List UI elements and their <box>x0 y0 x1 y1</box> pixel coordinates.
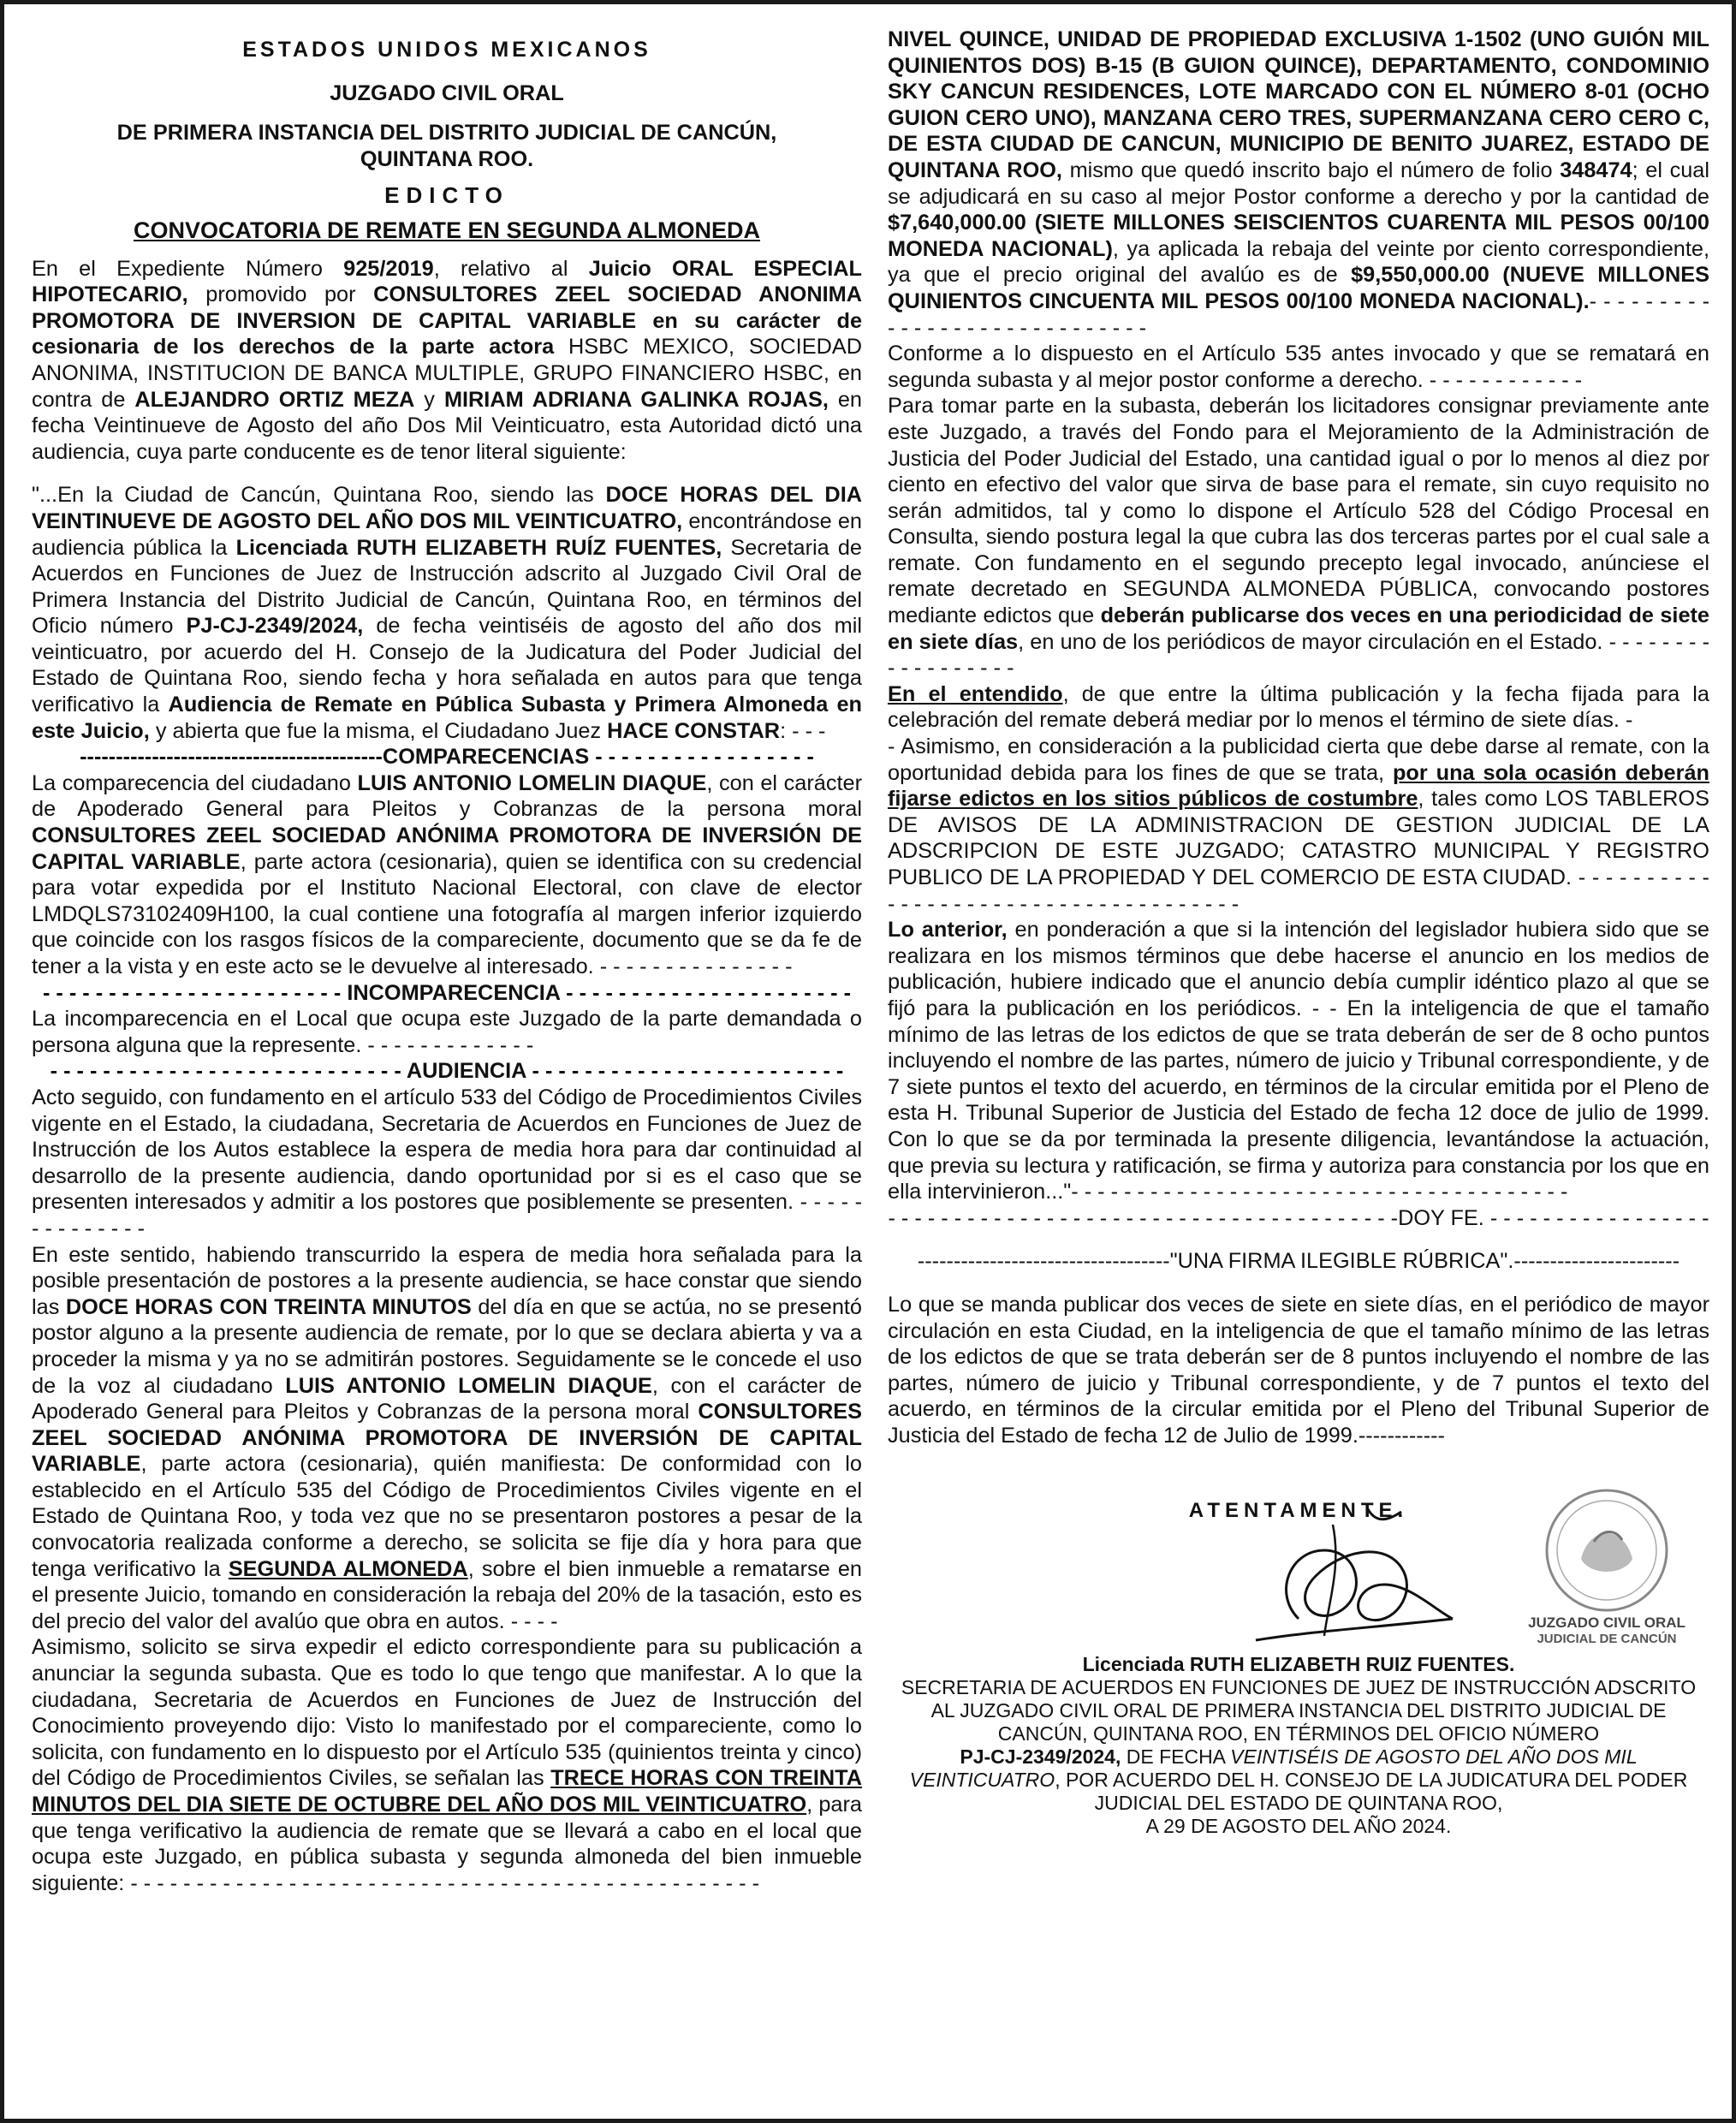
doy-fe-line: - - - - - - - - - - - - - - - - - - - - - - - - - - - - - - - - - - - - - - -DOY FE. - - - - - - - - - - - - - - - - - <box>888 1205 1709 1230</box>
comparecencia-paragraph: La comparecencia del ciudadano LUIS ANTONIO LOMELIN DIAQUE, con el carácter de Apoderado General para Pleitos y Cobranzas de la persona moral CONSULTORES ZEEL SOCIEDAD ANÓNIMA PROMOTORA DE INVERSIÓN DE CAPITAL VARIABLE, parte actora (cesionaria), quien se identifica con su credencial para votar expedida por el Instituto Nacional Electoral, con clave de elector LMDQLS73102409H100, la cual contiene una fotografía al margen inferior izquierdo que coincide con los rasgos físicos de la compareciente, documento que se da fe de tener a la vista y en este acto se le devuelve al interesado. - - - - - - - - - - - - - - - <box>32 770 862 978</box>
seal-text-1: JUZGADO CIVIL ORAL <box>1528 1615 1685 1632</box>
intro-paragraph: En el Expediente Número 925/2019, relativo al Juicio ORAL ESPECIAL HIPOTECARIO, promovido por CONSULTORES ZEEL SOCIEDAD ANONIMA PROMOTORA DE INVERSION DE CAPITAL VARIABLE en su carácter de cesionaria de los derechos de la parte actora HSBC MEXICO, SOCIEDAD ANONIMA, INSTITUCION DE BANCA MULTIPLE, GRUPO FINANCIERO HSBC, en contra de ALEJANDRO ORTIZ MEZA y MIRIAM ADRIANA GALINKA ROJAS, en fecha Veintinueve de Agosto del año Dos Mil Veinticuatro, esta Autoridad dictó una audiencia, cuya parte conducente es de tenor literal siguiente: <box>32 256 863 464</box>
section-audiencia: - - - - - - - - - - - - - - - - - - - - - - - - - - - AUDIENCIA - - - - - - - - - - - - - - - - - - - - - - - - <box>50 1059 844 1084</box>
quote-paragraph: "...En la Ciudad de Cancún, Quintana Roo, siendo las DOCE HORAS DEL DIA VEINTINUEVE DE AGOSTO DEL AÑO DOS MIL VEINTICUATRO, encontrándose en audiencia pública la Licenciada RUTH ELIZABETH RUÍZ FUENTES, Secretaria de Acuerdos en Funciones de Juez de Instrucción adscrito al Juzgado Civil Oral de Primera Instancia del Distrito Judicial de Cancún, Quintana Roo, en términos del Oficio número PJ-CJ-2349/2024, de fecha veintiséis de agosto del año dos mil veinticuatro, por acuerdo del H. Consejo de la Judicatura del Poder Judicial del Estado de Quintana Roo, siendo fecha y hora señalada en autos para que tenga verificativo la Audiencia de Remate en Pública Subasta y Primera Almoneda en este Juicio, y abierta que fue la misma, el Ciudadano Juez HACE CONSTAR: - - - <box>32 483 862 743</box>
signature-area <box>888 1525 1709 1653</box>
signer-name: Licenciada RUTH ELIZABETH RUIZ FUENTES. <box>1082 1653 1515 1676</box>
signer-office: PJ-CJ-2349/2024, DE FECHA VEINTISÉIS DE AGOSTO DEL AÑO DOS MIL VEINTICUATRO, POR ACUERDO DEL H. CONSEJO DE LA JUDICATURA DEL PODER JUDICIAL DEL ESTADO DE QUINTANA ROO, <box>909 1745 1688 1815</box>
court-heading: JUZGADO CIVIL ORAL <box>330 80 564 105</box>
audiencia-paragraph-2: En este sentido, habiendo transcurrido la espera de media hora señalada para la posible presentación de postores a la presente audiencia, se hace constar que siendo las DOCE HORAS CON TREINTA MINUTOS del día en que se actúa, no se presentó postor alguno a la presente audiencia de remate, por lo que se declara abierta y va a proceder la misma y ya no se admitirán postores. Seguidamente se le concede el uso de la voz al ciudadano LUIS ANTONIO LOMELIN DIAQUE, con el carácter de Apoderado General para Pleitos y Cobranzas de la persona moral CONSULTORES ZEEL SOCIEDAD ANÓNIMA PROMOTORA DE INVERSIÓN DE CAPITAL VARIABLE, parte actora (cesionaria), quién manifiesta: De conformidad con lo establecido en el Artículo 535 del Código de Procedimientos Civiles vigente en el Estado de Quintana Roo, y toda vez que no se presentaron postores a pesar de la convocatoria realizada conforme a derecho, se solicita se fije día y hora para que tenga verificativo la SEGUNDA ALMONEDA, sobre el bien inmueble a rematarse en el presente Juicio, tomando en consideración la rebaja del 20% de la tasación, esto es del precio del valor del avalúo que obra en autos. - - - - <box>32 1242 863 1633</box>
subasta-paragraph: Para tomar parte en la subasta, deberán los licitadores consignar previamente ante este Juzgado, a través del Fondo para el Mejoramiento de la Administración de Justicia del Poder Judicial del Estado, una cantidad igual o por lo menos al diez por ciento en efectivo del valor que sirva de base para el remate, sin cuyo requisito no serán admitidos, tal y como lo dispone el Artículo 528 del Código Procesal en Consulta, siendo postura legal la que cubra las dos terceras partes por el cual sale a remate. Con fundamento en el segundo precepto legal invocado, anúnciese el remate decretado en SEGUNDA ALMONEDA PÚBLICA, convocando postores mediante edictos que deberán publicarse dos veces en una periodicidad de siete en siete días, en uno de los periódicos de mayor circulación en el Estado. - - - - - - - - - - - - - - - - - - <box>888 394 1710 681</box>
court-district-heading <box>32 120 862 172</box>
property-paragraph: NIVEL QUINCE, UNIDAD DE PROPIEDAD EXCLUSIVA 1-1502 (UNO GUIÓN MIL QUINIENTOS DOS) B-15 (B GUION QUINCE), DEPARTAMENTO, CONDOMINIO SKY CANCUN RESIDENCES, LOTE MARCADO CON EL NÚMERO 8-01 (OCHO GUION CERO UNO), MANZANA CERO TRES, SUPERMANZANA CERO CERO C, DE ESTA CIUDAD DE CANCUN, MUNICIPIO DE BENITO JUAREZ, ESTADO DE QUINTANA ROO, mismo que quedó inscrito bajo el número de folio 348474; el cual se adjudicará en su caso al mejor Postor conforme a derecho y por la cantidad de $7,640,000.00 (SIETE MILLONES SEISCIENTOS CUARENTA MIL PESOS 00/100 MONEDA NACIONAL), ya aplicada la rebaja del veinte por ciento correspondiente, ya que el precio original del avalúo es de $9,550,000.00 (NUEVE MILLONES QUINIENTOS CINCUENTA MIL PESOS 00/100 MONEDA NACIONAL).- - - - - - - - - - - - - - - - - - - - - - - - - - - - - <box>888 27 1709 340</box>
audiencia-paragraph-3: Asimismo, solicito se sirva expedir el edicto correspondiente para su publicación a anunciar la segunda subasta. Que es todo lo que tengo que manifestar. A lo que la ciudadana, Secretaria de Acuerdos en Funciones de Juez de Instrucción del Conocimiento proveyendo dijo: Visto lo manifestado por el compareciente, como lo solicita, con fundamento en lo dispuesto por el Artículo 535 (quinientos treinta y cinco) del Código de Procedimientos Civiles, se señalan las TRECE HORAS CON TREINTA MINUTOS DEL DIA SIETE DE OCTUBRE DEL AÑO DOS MIL VEINTICUATRO, para que tenga verificativo la audiencia de remate que se llevará a cabo en el local que ocupa este Juzgado, en pública subasta y segunda almoneda del bien inmueble siguiente: - - - - - - - - - - - - - - - - - - - - - - - - - - - - - - - - - - - - - - - - - - - - - - - - <box>32 1635 863 1895</box>
entendido-paragraph: En el entendido, de que entre la última publicación y la fecha fijada para la celebración del remate deberá mediar por lo menos el término de siete días. - <box>888 681 1709 733</box>
document-type-heading: EDICTO <box>384 182 509 209</box>
publicidad-paragraph: - Asimismo, en consideración a la publicidad cierta que debe darse al remate, con la oportunidad debida para los fines de que se trata, por una sola ocasión deberán fijarse edictos en los sitios públicos de costumbre, tales como LOS TABLEROS DE AVISOS DE LA ADMINISTRACION DE GESTION JUDICIAL DE LA ADSCRIPCION DE ESTE JUZGADO; CATASTRO MUNICIPAL Y REGISTRO PUBLICO DE LA PROPIEDAD Y DEL COMERCIO DE ESTA CIUDAD. - - - - - - - - - - - - - - - - - - - - - - - - - - - - - - - - - - - - - <box>888 734 1709 916</box>
conforme-paragraph: Conforme a lo dispuesto en el Artículo 535 antes invocado y que se rematará en segunda subasta y al mejor postor conforme a derecho. - - - - - - - - - - - - <box>888 342 1709 392</box>
court-district-line2: QUINTANA ROO. <box>360 146 534 171</box>
court-seal <box>1521 1473 1692 1644</box>
publication-order-paragraph: Lo que se manda publicar dos veces de siete en siete días, en el periódico de mayor circulación en esta Ciudad, en la inteligencia de que el tamaño mínimo de las letras de los edictos de que se trata deberán ser de 8 puntos incluyendo el nombre de las partes, número de juicio y Tribunal correspondiente, y de 7 puntos el texto del acuerdo, en términos de la circular emitida por el Pleno del Tribunal Superior de Justicia del Estado de fecha 12 de Julio de 1999.------------ <box>888 1292 1709 1448</box>
country-heading: ESTADOS UNIDOS MEXICANOS <box>242 38 651 62</box>
court-district-line1: DE PRIMERA INSTANCIA DEL DISTRITO JUDICIAL DE CANCÚN, <box>116 121 777 146</box>
firma-ilegible-line: -----------------------------------"UNA FIRMA ILEGIBLE RÚBRICA".----------------------- <box>917 1249 1680 1274</box>
document-subtitle: CONVOCATORIA DE REMATE EN SEGUNDA ALMONEDA <box>133 217 761 243</box>
signer-title: SECRETARIA DE ACUERDOS EN FUNCIONES DE JUEZ DE INSTRUCCIÓN ADSCRITO AL JUZGADO CIVIL ORAL DE PRIMERA INSTANCIA DEL DISTRITO JUDICIAL DE CANCÚN, QUINTANA ROO, EN TÉRMINOS DEL OFICIO NÚMERO <box>901 1676 1697 1745</box>
signer-date: A 29 DE AGOSTO DEL AÑO 2024. <box>1145 1815 1452 1838</box>
signer-block <box>888 1653 1709 1838</box>
seal-text-2: JUDICIAL DE CANCÚN <box>1537 1632 1677 1645</box>
section-comparecencias: ------------------------------------------COMPARECENCIAS - - - - - - - - - - - - - - - - - <box>80 745 814 770</box>
section-incomparecencia: - - - - - - - - - - - - - - - - - - - - - - - INCOMPARECENCIA - - - - - - - - - - - - - - - - - - - - - - <box>42 980 852 1005</box>
anterior-paragraph: Lo anterior, en ponderación a que si la intención del legislador hubiera sido que se realizara en los mismos términos que debe hacerse el anuncio en los medios de publicación, hubiere indicado que el anuncio debía cumplir idéntico plazo al que se fijó para la publicación en los periódicos. - - En la inteligencia de que el tamaño mínimo de las letras de los edictos de que se trata deberán de ser de 8 ocho puntos incluyendo el nombre de las partes, número de juicio y Tribunal correspondiente, y de 7 siete puntos el texto del acuerdo, en términos de la circular emitida por el Pleno de esta H. Tribunal Superior de Justicia del Estado de fecha 12 doce de julio de 1999. Con lo que se da por terminada la presente diligencia, levantándose la actuación, que previa su lectura y ratificación, se firma y autoriza para constancia por los que en ella intervinieron..."- - - - - - - - - - - - - - - - - - - - - - - - - - - - - - - - - - - - - - <box>888 918 1709 1204</box>
right-column <box>888 27 1709 1838</box>
incomparecencia-paragraph: La incomparecencia en el Local que ocupa este Juzgado de la parte demandada o persona alguna que la represente. - - - - - - - - - - - - - <box>32 1007 862 1057</box>
handwritten-signature <box>1239 1490 1461 1662</box>
atentamente-heading: ATENTAMENTE. <box>1188 1499 1409 1523</box>
left-column <box>32 27 862 1896</box>
audiencia-paragraph-1: Acto seguido, con fundamento en el artículo 533 del Código de Procedimientos Civiles vigente en el Estado, la ciudadana, Secretaria de Acuerdos en Funciones de Juez de Instrucción de los Autos establece la espera de media hora para dar continuidad al desarrollo de la presente audiencia, dando oportunidad por si es el caso que se presenten interesados y admitir a los postores que posiblemente se presenten. - - - - - - - - - - - - - - <box>32 1085 862 1240</box>
